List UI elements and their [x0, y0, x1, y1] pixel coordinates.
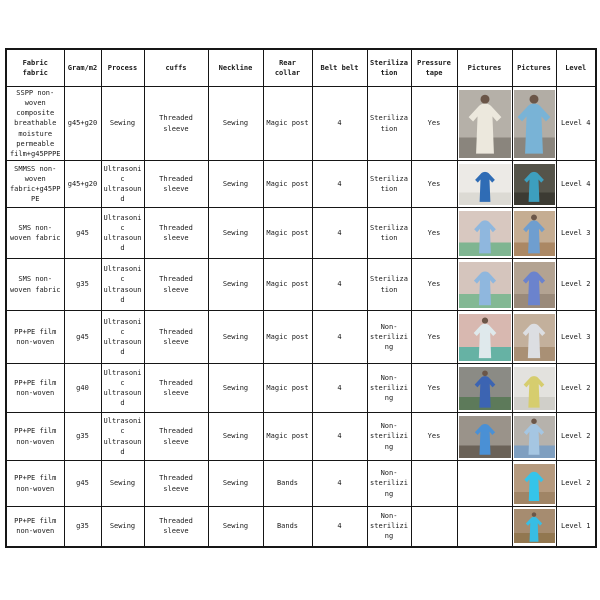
- pressure-tape-cell: Yes: [411, 208, 457, 259]
- gown-icon: [462, 94, 507, 157]
- rear-collar-cell: Magic post: [263, 259, 312, 311]
- gown-icon: [523, 512, 545, 543]
- belt-cell: 4: [312, 161, 367, 208]
- gown-icon: [471, 166, 498, 204]
- picture-1-cell: [457, 87, 512, 161]
- gown-icon: [520, 370, 548, 410]
- cuffs-cell: Threaded sleeve: [144, 364, 208, 413]
- fabric-cell: SMS non-woven fabric: [6, 259, 64, 311]
- level-cell: Level 3: [556, 311, 596, 364]
- gown-photo: [514, 90, 555, 158]
- level-cell: Level 2: [556, 461, 596, 507]
- col-header-pictures-2: Pictures: [512, 49, 556, 87]
- gram-cell: g45: [64, 311, 101, 364]
- gown-icon: [520, 418, 548, 457]
- rear-collar-cell: Magic post: [263, 311, 312, 364]
- table-row: [6, 259, 596, 311]
- belt-cell: 4: [312, 413, 367, 461]
- picture-2-cell: [512, 413, 556, 461]
- gram-cell: g35: [64, 413, 101, 461]
- cuffs-cell: Threaded sleeve: [144, 87, 208, 161]
- pressure-tape-cell: Yes: [411, 161, 457, 208]
- picture-1-cell: [457, 364, 512, 413]
- gown-photo: [459, 367, 511, 410]
- belt-cell: 4: [312, 364, 367, 413]
- fabric-cell: PP+PE film non-woven: [6, 311, 64, 364]
- gown-spec-table: [5, 48, 597, 548]
- table-row: [6, 208, 596, 259]
- level-cell: Level 4: [556, 161, 596, 208]
- gown-icon: [469, 317, 500, 360]
- table-row: [6, 364, 596, 413]
- cuffs-cell: Threaded sleeve: [144, 161, 208, 208]
- belt-cell: 4: [312, 87, 367, 161]
- picture-1-cell: [457, 507, 512, 547]
- pressure-tape-cell: [411, 461, 457, 507]
- gown-photo: [514, 464, 555, 504]
- pressure-tape-cell: Yes: [411, 311, 457, 364]
- cuffs-cell: Threaded sleeve: [144, 208, 208, 259]
- picture-1-cell: [457, 461, 512, 507]
- picture-2-cell: [512, 161, 556, 208]
- gown-photo: [514, 211, 555, 256]
- cuffs-cell: Threaded sleeve: [144, 311, 208, 364]
- belt-cell: 4: [312, 311, 367, 364]
- process-cell: Sewing: [101, 87, 144, 161]
- gown-photo: [459, 211, 511, 256]
- process-cell: Sewing: [101, 507, 144, 547]
- gown-photo: [459, 90, 511, 158]
- gown-photo: [514, 367, 555, 410]
- sterilization-cell: Sterilization: [367, 161, 411, 208]
- gown-icon: [519, 317, 550, 360]
- col-header-neckline: Neckline: [208, 49, 263, 87]
- gown-icon: [519, 265, 549, 307]
- level-cell: Level 2: [556, 364, 596, 413]
- gown-icon: [470, 214, 500, 255]
- process-cell: Sewing: [101, 461, 144, 507]
- pressure-tape-cell: Yes: [411, 364, 457, 413]
- gram-cell: g45: [64, 461, 101, 507]
- gram-cell: g45+g20: [64, 87, 101, 161]
- gown-photo: [459, 416, 511, 458]
- picture-2-cell: [512, 311, 556, 364]
- gown-photo: [459, 314, 511, 361]
- neckline-cell: Sewing: [208, 87, 263, 161]
- level-cell: Level 2: [556, 413, 596, 461]
- fabric-cell: SMS non-woven fabric: [6, 208, 64, 259]
- gown-icon: [521, 466, 547, 503]
- gown-photo: [459, 164, 511, 205]
- gram-cell: g45+g20: [64, 161, 101, 208]
- col-header-pictures-1: Pictures: [457, 49, 512, 87]
- belt-cell: 4: [312, 507, 367, 547]
- process-cell: Ultrasonic ultrasound: [101, 364, 144, 413]
- gram-cell: g40: [64, 364, 101, 413]
- sterilization-cell: Sterilization: [367, 208, 411, 259]
- gown-icon: [521, 166, 548, 204]
- gram-cell: g35: [64, 259, 101, 311]
- picture-2-cell: [512, 364, 556, 413]
- belt-cell: 4: [312, 259, 367, 311]
- picture-1-cell: [457, 413, 512, 461]
- neckline-cell: Sewing: [208, 413, 263, 461]
- gown-icon: [514, 94, 555, 157]
- belt-cell: 4: [312, 461, 367, 507]
- col-header-fabric: Fabric fabric: [6, 49, 64, 87]
- level-cell: Level 2: [556, 259, 596, 311]
- cuffs-cell: Threaded sleeve: [144, 507, 208, 547]
- sterilization-cell: Non-sterilizing: [367, 507, 411, 547]
- picture-1-cell: [457, 311, 512, 364]
- gram-cell: g45: [64, 208, 101, 259]
- fabric-cell: SSPP non-woven composite breathable moisture permeable film+g45PPPE: [6, 87, 64, 161]
- gown-photo: [514, 314, 555, 361]
- table-row: [6, 311, 596, 364]
- fabric-cell: PP+PE film non-woven: [6, 364, 64, 413]
- col-header-belt: Belt belt: [312, 49, 367, 87]
- neckline-cell: Sewing: [208, 161, 263, 208]
- rear-collar-cell: Bands: [263, 507, 312, 547]
- pressure-tape-cell: Yes: [411, 259, 457, 311]
- fabric-cell: PP+PE film non-woven: [6, 461, 64, 507]
- belt-cell: 4: [312, 208, 367, 259]
- rear-collar-cell: Magic post: [263, 161, 312, 208]
- picture-2-cell: [512, 208, 556, 259]
- cuffs-cell: Threaded sleeve: [144, 259, 208, 311]
- neckline-cell: Sewing: [208, 461, 263, 507]
- picture-1-cell: [457, 208, 512, 259]
- level-cell: Level 4: [556, 87, 596, 161]
- pressure-tape-cell: Yes: [411, 413, 457, 461]
- col-header-level: Level: [556, 49, 596, 87]
- table-body: [6, 87, 596, 547]
- gown-photo: [514, 416, 555, 458]
- level-cell: Level 1: [556, 507, 596, 547]
- table-row: [6, 413, 596, 461]
- col-header-process: Process: [101, 49, 144, 87]
- picture-2-cell: [512, 87, 556, 161]
- neckline-cell: Sewing: [208, 507, 263, 547]
- col-header-gram: Gram/m2: [64, 49, 101, 87]
- col-header-pressure-tape: Pressure tape: [411, 49, 457, 87]
- pressure-tape-cell: Yes: [411, 87, 457, 161]
- rear-collar-cell: Magic post: [263, 413, 312, 461]
- gown-photo: [514, 262, 555, 308]
- sterilization-cell: Non-sterilizing: [367, 364, 411, 413]
- picture-1-cell: [457, 259, 512, 311]
- neckline-cell: Sewing: [208, 311, 263, 364]
- fabric-cell: PP+PE film non-woven: [6, 413, 64, 461]
- table-row: [6, 161, 596, 208]
- col-header-sterilization: Sterilization: [367, 49, 411, 87]
- table-row: [6, 507, 596, 547]
- rear-collar-cell: Bands: [263, 461, 312, 507]
- cuffs-cell: Threaded sleeve: [144, 413, 208, 461]
- rear-collar-cell: Magic post: [263, 364, 312, 413]
- gown-icon: [519, 214, 549, 255]
- gram-cell: g35: [64, 507, 101, 547]
- process-cell: Ultrasonic ultrasound: [101, 208, 144, 259]
- sterilization-cell: Sterilization: [367, 259, 411, 311]
- picture-2-cell: [512, 507, 556, 547]
- gown-photo: [459, 262, 511, 308]
- rear-collar-cell: Magic post: [263, 208, 312, 259]
- gown-photo: [514, 164, 555, 205]
- gown-icon: [471, 418, 499, 457]
- process-cell: Ultrasonic ultrasound: [101, 259, 144, 311]
- neckline-cell: Sewing: [208, 259, 263, 311]
- sterilization-cell: Non-sterilizing: [367, 413, 411, 461]
- sterilization-cell: Sterilization: [367, 87, 411, 161]
- table-row: [6, 461, 596, 507]
- table-row: [6, 87, 596, 161]
- process-cell: Ultrasonic ultrasound: [101, 311, 144, 364]
- gown-icon: [469, 265, 499, 307]
- process-cell: Ultrasonic ultrasound: [101, 161, 144, 208]
- picture-1-cell: [457, 161, 512, 208]
- fabric-cell: PP+PE film non-woven: [6, 507, 64, 547]
- sterilization-cell: Non-sterilizing: [367, 461, 411, 507]
- sterilization-cell: Non-sterilizing: [367, 311, 411, 364]
- neckline-cell: Sewing: [208, 364, 263, 413]
- col-header-cuffs: cuffs: [144, 49, 208, 87]
- level-cell: Level 3: [556, 208, 596, 259]
- gown-icon: [470, 370, 498, 410]
- pressure-tape-cell: [411, 507, 457, 547]
- cuffs-cell: Threaded sleeve: [144, 461, 208, 507]
- header-row: [6, 49, 596, 87]
- neckline-cell: Sewing: [208, 208, 263, 259]
- process-cell: Ultrasonic ultrasound: [101, 413, 144, 461]
- gown-photo: [514, 509, 555, 543]
- picture-2-cell: [512, 461, 556, 507]
- fabric-cell: SMMSS non-woven fabric+g45PPPE: [6, 161, 64, 208]
- rear-collar-cell: Magic post: [263, 87, 312, 161]
- col-header-rear-collar: Rear collar: [263, 49, 312, 87]
- picture-2-cell: [512, 259, 556, 311]
